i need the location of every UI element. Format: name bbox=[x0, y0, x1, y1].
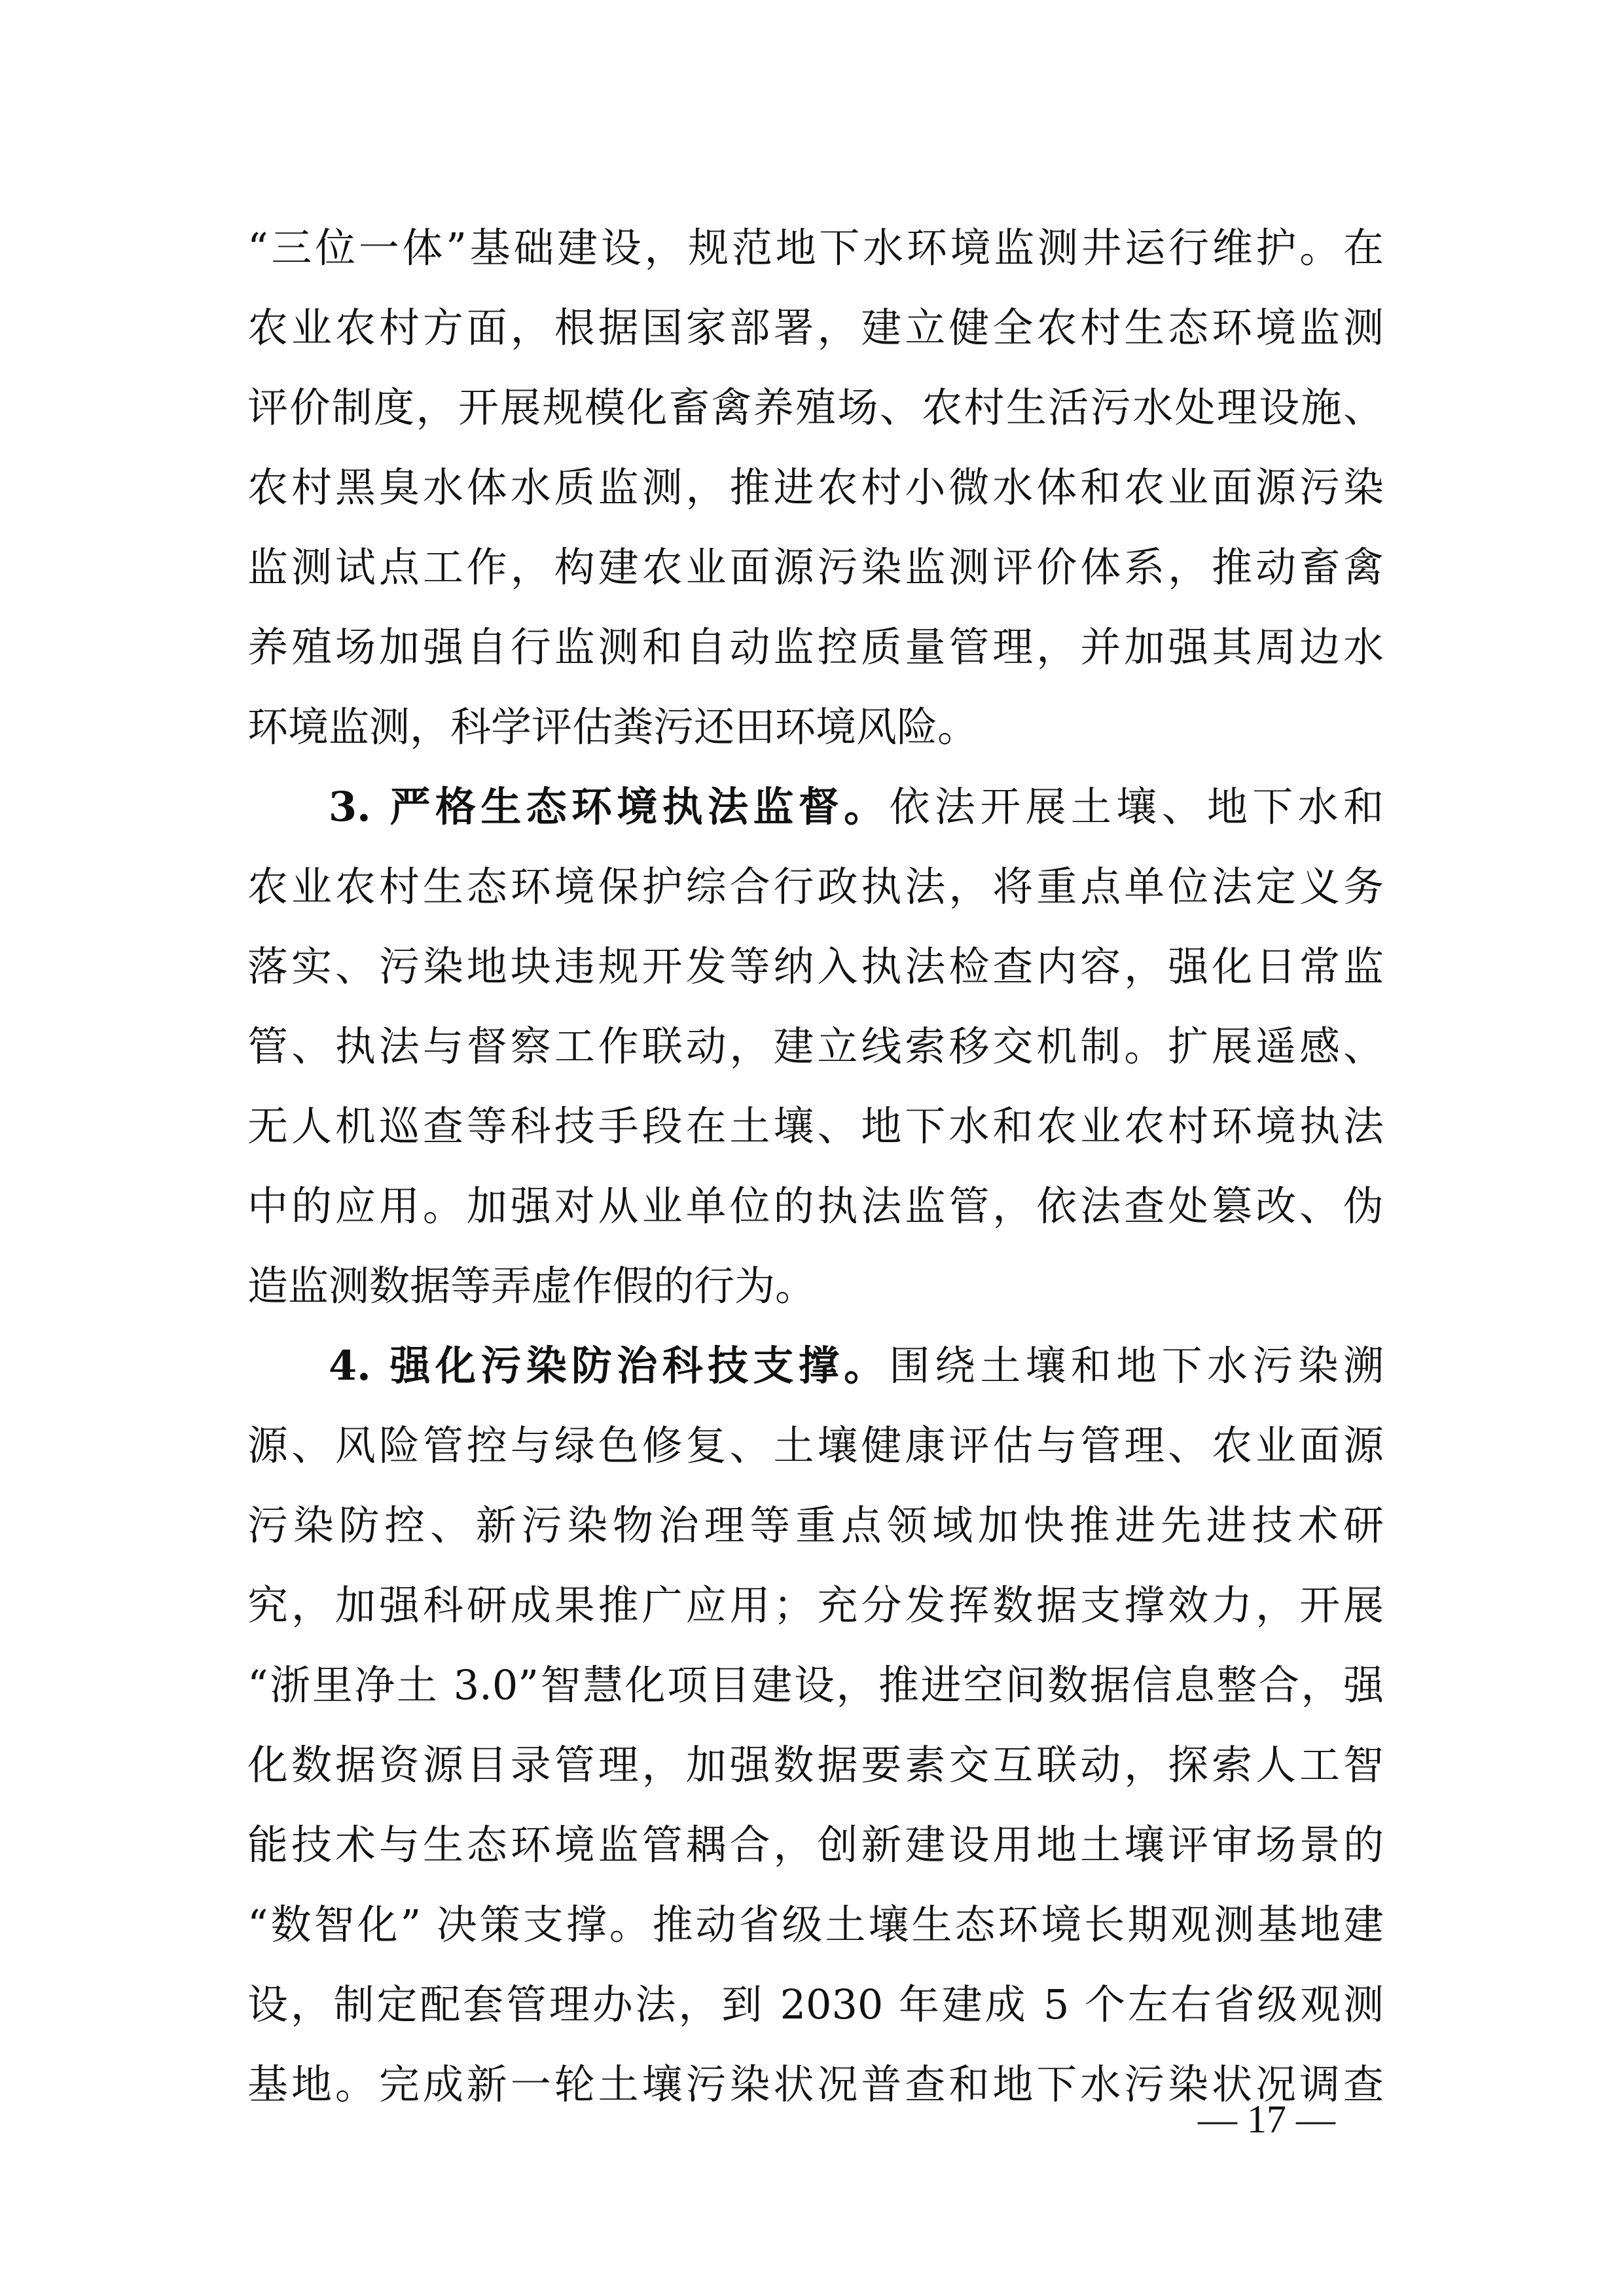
section-4-first-line bbox=[247, 1326, 1384, 1406]
paragraph-line: 究，加强科研成果推广应用；充分发挥数据支撑效力，开展 bbox=[247, 1581, 1384, 1629]
section-4-text: 围绕土壤和地下水污染溯 bbox=[889, 1342, 1384, 1390]
paragraph-line: 监测试点工作，构建农业面源污染监测评价体系，推动畜禽 bbox=[247, 543, 1384, 591]
section-3-first-line bbox=[247, 767, 1384, 847]
section-3-heading: 3. 严格生态环境执法监督。 bbox=[329, 783, 890, 831]
paragraph-line: 污染防控、新污染物治理等重点领域加快推进先进技术研 bbox=[247, 1501, 1384, 1549]
paragraph-line: 养殖场加强自行监测和自动监控质量管理，并加强其周边水 bbox=[247, 623, 1384, 671]
paragraph-line: “浙里净土 3.0”智慧化项目建设，推进空间数据信息整合，强 bbox=[247, 1661, 1384, 1709]
paragraph-line: 管、执法与督察工作联动，建立线索移交机制。扩展遥感、 bbox=[247, 1022, 1384, 1070]
paragraph-line: 农业农村生态环境保护综合行政执法，将重点单位法定义务 bbox=[247, 863, 1384, 910]
paragraph-line: 源、风险管控与绿色修复、土壤健康评估与管理、农业面源 bbox=[247, 1422, 1384, 1469]
paragraph-line: 农业农村方面，根据国家部署，建立健全农村生态环境监测 bbox=[247, 304, 1384, 351]
body-text bbox=[247, 208, 1384, 2125]
paragraph-line: 环境监测，科学评估粪污还田环境风险。 bbox=[247, 703, 979, 751]
paragraph-line: 化数据资源目录管理，加强数据要素交互联动，探索人工智 bbox=[247, 1741, 1384, 1789]
paragraph-line: 无人机巡查等科技手段在土壤、地下水和农业农村环境执法 bbox=[247, 1102, 1384, 1150]
paragraph-line: 基地。完成新一轮土壤污染状况普查和地下水污染状况调查 bbox=[247, 2060, 1384, 2108]
paragraph-line: 评价制度，开展规模化畜禽养殖场、农村生活污水处理设施、 bbox=[247, 384, 1384, 431]
page-number: — 17 — bbox=[1198, 2098, 1335, 2141]
paragraph-line: 设，制定配套管理办法，到 2030 年建成 5 个左右省级观测 bbox=[247, 1981, 1384, 2028]
paragraph-line: 造监测数据等弄虚作假的行为。 bbox=[247, 1262, 816, 1310]
paragraph-line: 能技术与生态环境监管耦合，创新建设用地土壤评审场景的 bbox=[247, 1821, 1384, 1869]
paragraph-line: 中的应用。加强对从业单位的执法监管，依法查处篡改、伪 bbox=[247, 1182, 1384, 1230]
paragraph-line: 农村黑臭水体水质监测，推进农村小微水体和农业面源污染 bbox=[247, 463, 1384, 511]
paragraph-line: “数智化” 决策支撑。推动省级土壤生态环境长期观测基地建 bbox=[247, 1901, 1384, 1948]
paragraph-line: “三位一体”基础建设，规范地下水环境监测井运行维护。在 bbox=[247, 224, 1384, 272]
paragraph-line: 落实、污染地块违规开发等纳入执法检查内容，强化日常监 bbox=[247, 942, 1384, 990]
section-4-heading: 4. 强化污染防治科技支撑。 bbox=[329, 1342, 890, 1390]
section-3-text: 依法开展土壤、地下水和 bbox=[889, 783, 1384, 831]
